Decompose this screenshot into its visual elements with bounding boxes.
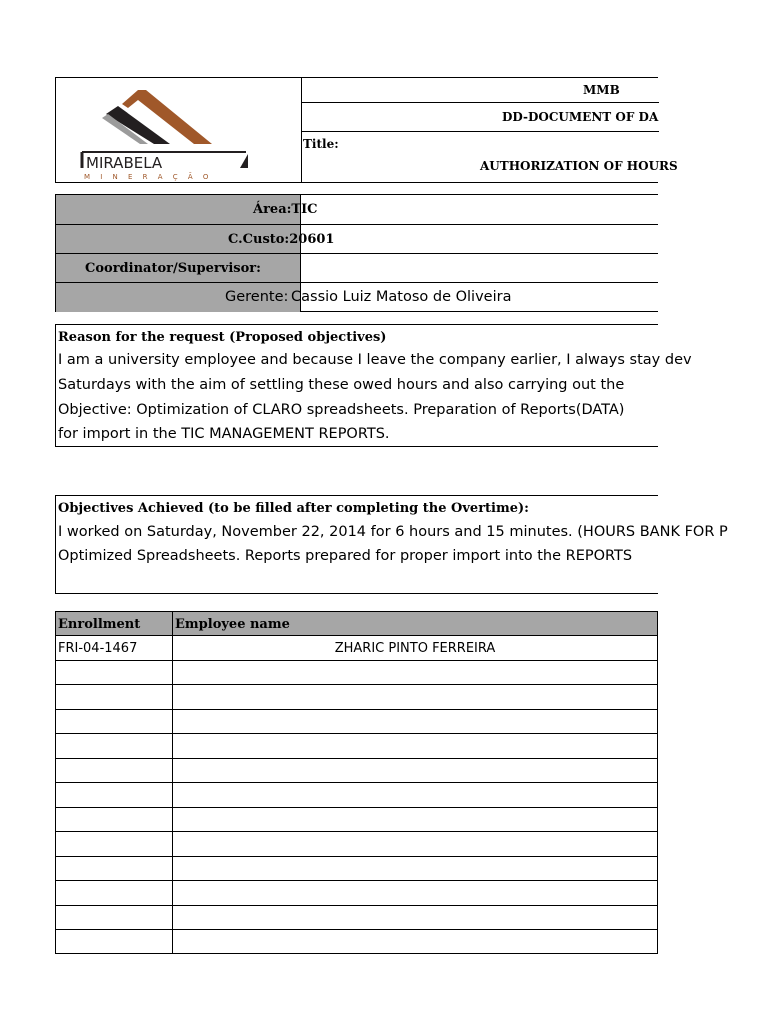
- company-code: MMB: [583, 83, 620, 97]
- reason-line: I am a university employee and because I leave the company earlier, I always stay dev: [58, 352, 692, 368]
- achieved-line: I worked on Saturday, November 22, 2014 for 6 hours and 15 minutes. (HOURS BANK FOR P: [58, 524, 728, 540]
- document-title: AUTHORIZATION OF HOURS: [480, 159, 678, 173]
- coordinator-label: Coordinator/Supervisor:: [85, 261, 261, 276]
- logo-cell: [56, 78, 302, 182]
- manager-row: [56, 283, 658, 312]
- achieved-title: Objectives Achieved (to be filled after completing the Overtime):: [58, 501, 529, 516]
- column-header-employee-name: Employee name: [175, 617, 290, 632]
- objectives-achieved-section: [55, 495, 728, 594]
- cost-center-row: [56, 225, 658, 254]
- document-header: [55, 77, 678, 183]
- area-row: [56, 195, 658, 224]
- achieved-line: Optimized Spreadsheets. Reports prepared for proper import into the REPORTS: [58, 548, 633, 564]
- info-table: [55, 194, 658, 312]
- table-row: [56, 636, 657, 660]
- reason-title: Reason for the request (Proposed objectives): [58, 330, 387, 345]
- coordinator-row: [56, 254, 658, 283]
- manager-value: Cassio Luiz Matoso de Oliveira: [291, 289, 512, 305]
- document-type: DD-DOCUMENT OF DA: [502, 110, 659, 124]
- mirabela-logo: [56, 78, 301, 182]
- area-field: Área:TIC: [253, 202, 318, 217]
- reason-section: [55, 324, 692, 447]
- employee-table: [55, 611, 658, 954]
- column-header-enrollment: Enrollment: [58, 617, 141, 632]
- reason-line: Objective: Optimization of CLARO spreadsheets. Preparation of Reports(DATA): [58, 402, 625, 418]
- cost-center-field: C.Custo:20601: [228, 232, 335, 247]
- logo-tagline: M I N E R A Ç Ã O: [84, 173, 213, 181]
- reason-line: for import in the TIC MANAGEMENT REPORTS.: [58, 426, 390, 442]
- reason-line: Saturdays with the aim of settling these owed hours and also carrying out the: [58, 377, 625, 393]
- title-label: Title:: [303, 137, 339, 151]
- enrollment-cell: FRI-04-1467: [58, 641, 138, 656]
- manager-label: Gerente:: [225, 289, 289, 305]
- logo-name: MIRABELA: [86, 154, 163, 172]
- employee-name-cell: ZHARIC PINTO FERREIRA: [334, 641, 496, 656]
